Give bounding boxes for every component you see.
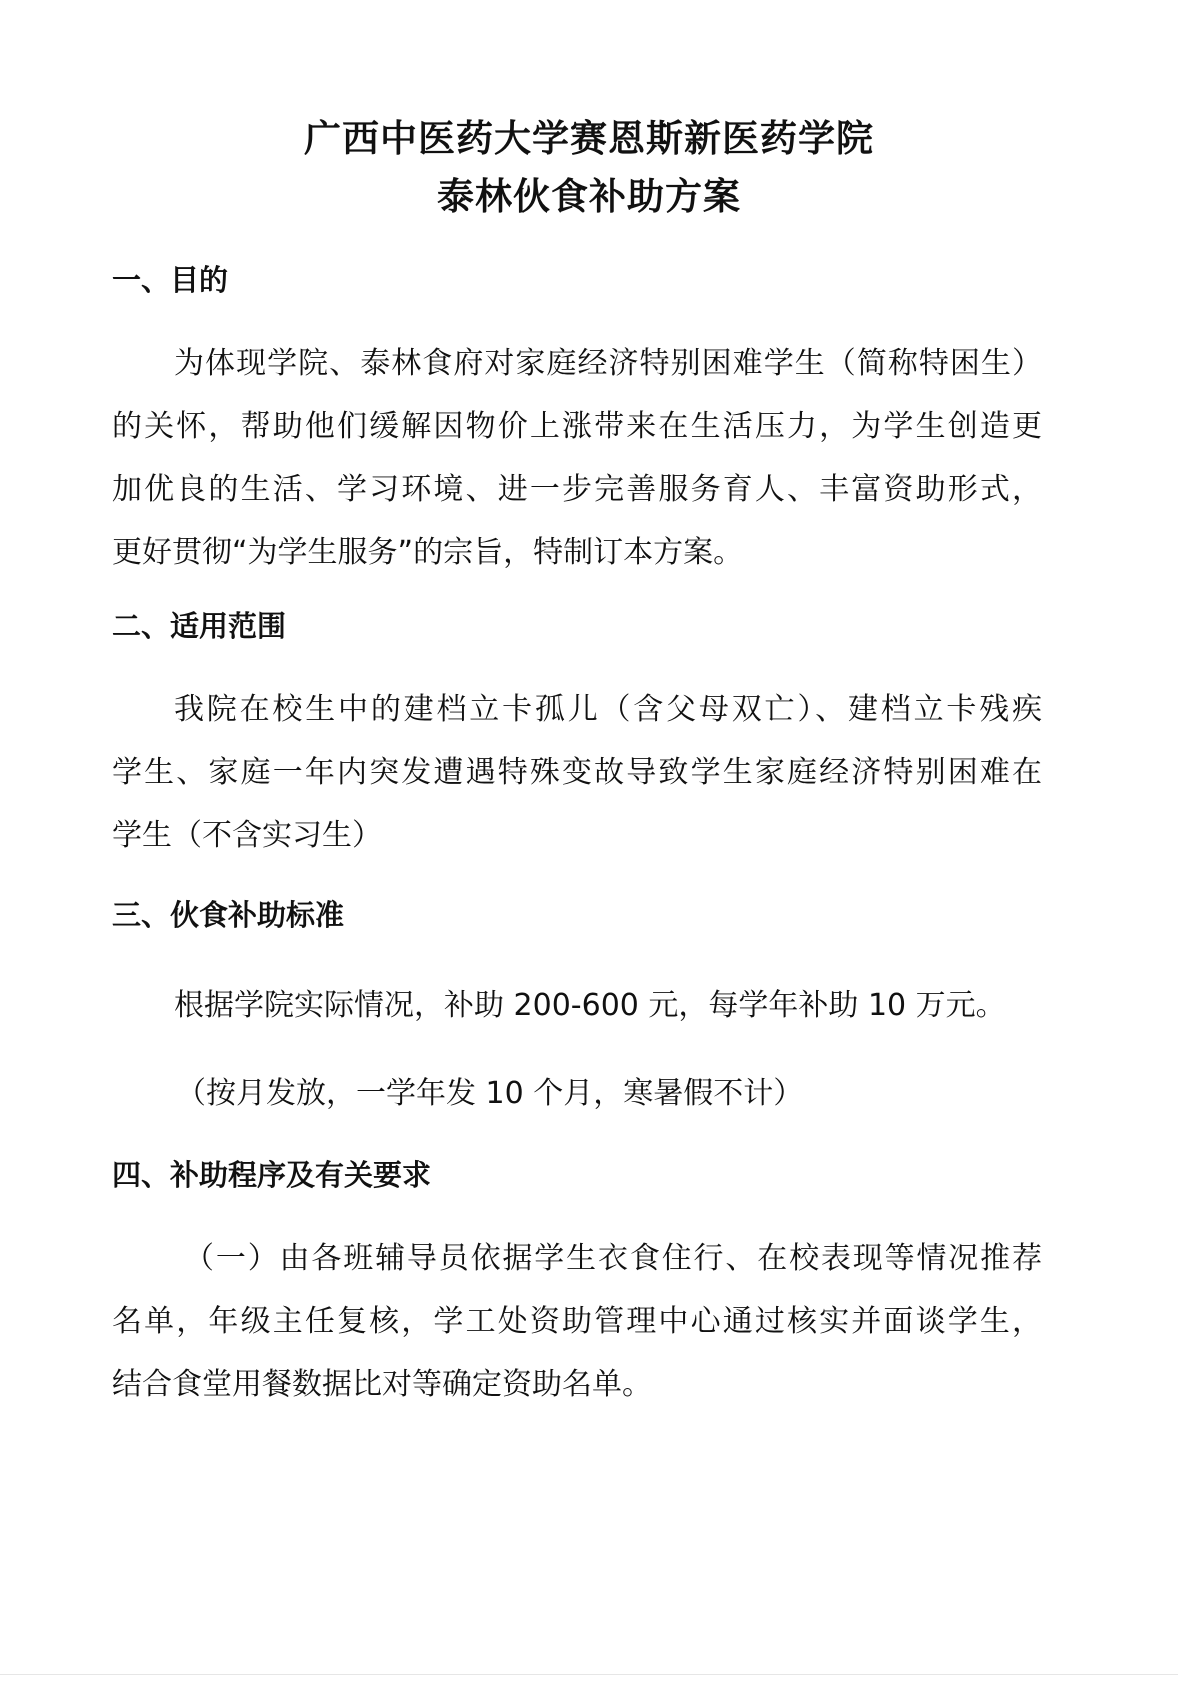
- paragraph-line: （一）由各班辅导员依据学生衣食住行、在校表现等情况推荐: [184, 1241, 1042, 1276]
- paragraph-line: 学生（不含实习生）: [112, 818, 382, 853]
- paragraph-line: 结合食堂用餐数据比对等确定资助名单。: [112, 1367, 652, 1402]
- document-title-line-2: 泰林伙食补助方案: [437, 175, 741, 218]
- paragraph-line: 名单，年级主任复核，学工处资助管理中心通过核实并面谈学生，: [112, 1304, 1042, 1339]
- section-paragraph-scope: [112, 678, 1042, 867]
- section-paragraph-purpose: [112, 332, 1042, 584]
- section-heading-scope: 二、适用范围: [112, 609, 287, 643]
- section-heading-standard: 三、伙食补助标准: [112, 898, 345, 932]
- subsidy-standard-note: （按月发放，一学年发 10 个月，寒暑假不计）: [176, 1076, 804, 1111]
- document-title-line-1: 广西中医药大学赛恩斯新医药学院: [304, 117, 874, 160]
- paragraph-line: 为体现学院、泰林食府对家庭经济特别困难学生（简称特困生）: [174, 346, 1042, 381]
- section-heading-purpose: 一、目的: [112, 263, 229, 297]
- paragraph-line: 我院在校生中的建档立卡孤儿（含父母双亡）、建档立卡残疾: [174, 692, 1042, 727]
- paragraph-line: 学生、家庭一年内突发遭遇特殊变故导致学生家庭经济特别困难在: [112, 755, 1042, 790]
- paragraph-line: 的关怀，帮助他们缓解因物价上涨带来在生活压力，为学生创造更: [112, 409, 1042, 444]
- paragraph-line: 更好贯彻“为学生服务”的宗旨，特制订本方案。: [112, 535, 744, 570]
- section-heading-procedure: 四、补助程序及有关要求: [112, 1158, 432, 1192]
- paragraph-line: 加优良的生活、学习环境、进一步完善服务育人、丰富资助形式，: [112, 472, 1042, 507]
- page-bottom-edge: [0, 1674, 1178, 1675]
- section-paragraph-procedure: [112, 1227, 1042, 1416]
- subsidy-standard-text: 根据学院实际情况，补助 200-600 元，每学年补助 10 万元。: [174, 988, 1006, 1023]
